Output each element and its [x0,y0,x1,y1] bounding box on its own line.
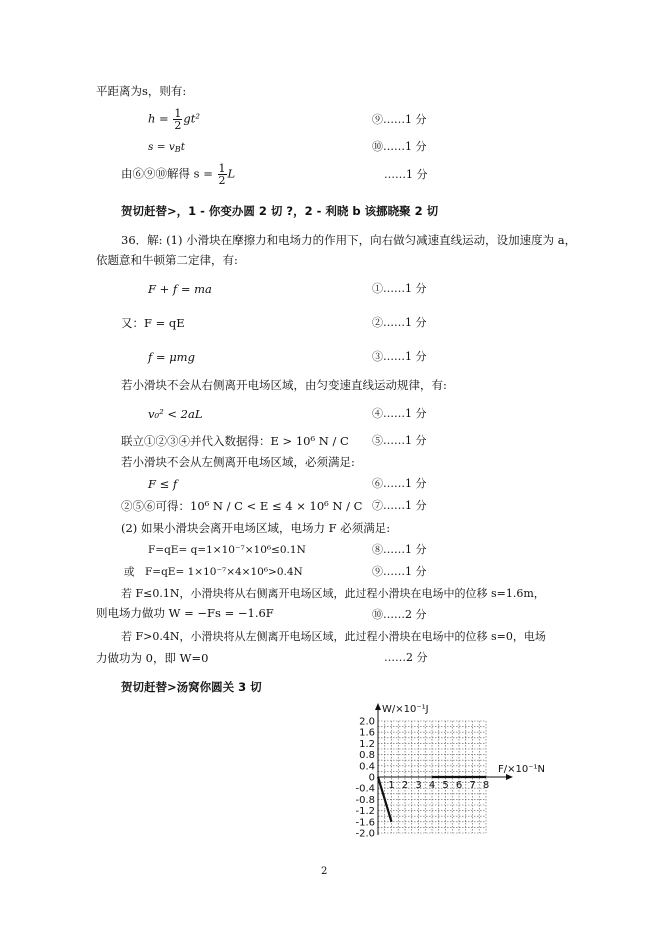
chart-x-label: F/×10⁻¹N [498,764,545,775]
q36-line1: 36．解: (1) 小滑块在摩擦力和电场力的作用下，向右做匀减速直线运动，设加速度为 a， [121,233,577,247]
page-number: 2 [321,866,328,877]
y-axis-arrow [375,703,381,710]
y-tick-label: -1.2 [355,806,375,818]
y-tick-label: 0 [368,772,375,784]
x-tick-label: 2 [401,780,409,791]
score-5: ⑤……1 分 [372,434,427,447]
score-10b: ⑩……2 分 [372,608,427,621]
y-tick-label: 1.2 [359,738,375,750]
y-tick-label: 1.6 [359,727,375,739]
case1-line-b: 则电场力做功 W = −Fs = −1.6F [96,606,274,620]
x-tick-label: 4 [428,780,436,791]
x-tick-label: 3 [415,780,422,791]
y-tick-label: -1.6 [355,817,375,829]
y-tick-label: -0.4 [355,783,375,795]
chart-axes [375,703,513,835]
y-tick-label: -2.0 [355,828,375,840]
case2-line-b: 力做功为 0，即 W=0 [96,651,209,665]
score-7: ⑦……1 分 [372,499,427,512]
score-9b: ⑨……1 分 [372,565,427,578]
score-2: ②……1 分 [372,316,427,329]
section-heading-2: 贺切赶替>汤窝你圆关 3 切 [121,680,262,694]
score-4: ④……1 分 [372,407,427,420]
section-heading-1: 贺切赶替>，1 - 你变办圆 2 切 ?，2 - 利晓 b 该挪晓聚 2 切 [121,204,439,218]
x-tick-label: 1 [388,780,395,791]
eq-case-high: 或 F=qE= 1×10⁻⁷×4×10⁶>0.4N [124,566,303,578]
q36-line2: 依题意和牛顿第二定律，有: [96,253,238,267]
score-10: ⑩……1 分 [372,140,427,153]
x-tick-label: 8 [482,780,490,791]
eq-force: 又：F = qE [121,316,185,330]
eq-newton: F + f = ma [148,282,212,296]
y-tick-label: 0.4 [359,761,375,773]
score-3: ③……1 分 [372,350,427,363]
chart-y-label: W/×10⁻¹J [382,704,429,715]
score-1: ①……1 分 [372,282,427,295]
eq-kinematic: v₀² < 2aL [148,407,203,421]
score-11: ……2 分 [384,651,428,664]
eq-case-low: F=qE= q=1×10⁻⁷×10⁶≤0.1N [148,544,306,556]
solve-line: 由⑥⑨⑩解得 s = $\frac{1}{2}$ L [121,162,236,187]
score-6: ⑥……1 分 [372,477,427,490]
eq-range: ②⑤⑥可得：10⁶ N / C < E ≤ 4 × 10⁶ N / C [121,499,363,513]
eq-f-le: F ≤ f [148,477,178,491]
case1-line-a: 若 F≤0.1N，小滑块将从右侧离开电场区域，此过程小滑块在电场中的位移 s=1.6m， [121,587,545,600]
score-solve: ……1 分 [384,168,428,181]
cond-left: 若小滑块不会从左侧离开电场区域，必须满足: [121,455,355,469]
eq-friction: f = μmg [148,350,195,364]
eq-combined: 联立①②③④并代入数据得：E > 10⁶ N / C [121,434,349,448]
fraction-half: $\frac{1}{2}$ [174,107,182,132]
fraction-half-2: $\frac{1}{2}$ [218,162,226,187]
cond-right: 若小滑块不会从右侧离开电场区域，由匀变速直线运动规律，有: [121,378,447,392]
equation-s: $s = v_Bt$ [148,141,185,154]
x-tick-label: 7 [469,780,476,791]
x-tick-label: 6 [455,780,463,791]
score-9: ⑨……1 分 [372,113,427,126]
y-tick-label: 0.8 [359,750,375,762]
x-tick-label: 5 [442,780,449,791]
score-8: ⑧……1 分 [372,543,427,556]
part-2: (2) 如果小滑块会离开电场区域，电场力 F 必须满足: [121,521,391,535]
work-force-chart [340,700,550,845]
case2-line-a: 若 F>0.4N，小滑块将从左侧离开电场区域，此过程小滑块在电场中的位移 s=0，电场 [121,630,546,643]
intro-line: 平距离为s，则有: [96,84,187,98]
equation-h: h = $\frac{1}{2}$ gt² [148,107,200,132]
y-tick-label: -0.8 [355,794,375,806]
y-tick-label: 2.0 [359,716,375,728]
